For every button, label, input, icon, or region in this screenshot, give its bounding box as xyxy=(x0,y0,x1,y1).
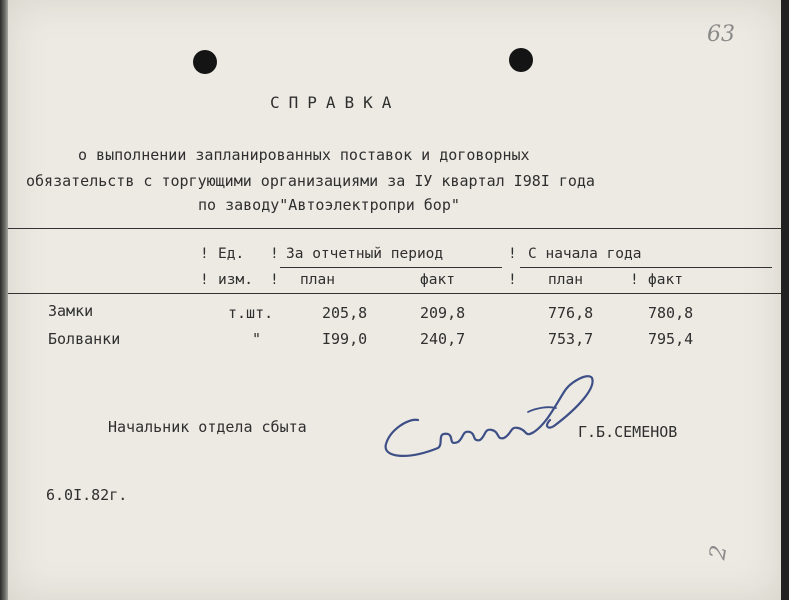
year-header-rule xyxy=(520,267,772,268)
column-separator: ! xyxy=(200,246,209,262)
table-header-rule xyxy=(8,293,781,294)
document-date: 6.0I.82г. xyxy=(46,486,128,504)
document-sheet xyxy=(8,0,781,600)
subtitle-line-2: обязательств с торгующими организациями за IУ квартал I98I года xyxy=(26,172,595,190)
row-2-unit: " xyxy=(252,330,262,348)
row-1-name: Замки xyxy=(48,302,94,320)
header-unit-line2: изм. xyxy=(218,272,253,288)
column-separator: ! xyxy=(508,246,517,262)
header-period: За отчетный период xyxy=(286,246,444,262)
header-year-fact: факт xyxy=(648,272,683,288)
column-separator: ! xyxy=(200,272,209,288)
table-top-rule xyxy=(8,228,781,229)
scan-edge xyxy=(781,0,789,600)
column-separator: ! xyxy=(270,246,279,262)
column-separator: ! xyxy=(508,272,517,288)
page-number: 63 xyxy=(707,22,735,47)
row-1-year-fact: 780,8 xyxy=(648,304,694,322)
header-period-plan: план xyxy=(300,272,335,288)
handwritten-signature xyxy=(378,368,608,468)
header-year-plan: план xyxy=(548,272,583,288)
row-2-period-fact: 240,7 xyxy=(420,330,466,348)
signatory-name: Г.Б.СЕМЕНОВ xyxy=(578,423,678,441)
punch-hole-right xyxy=(509,48,533,72)
column-separator: ! xyxy=(270,272,279,288)
punch-hole-left xyxy=(193,50,217,74)
binding-edge xyxy=(0,0,8,600)
row-2-year-fact: 795,4 xyxy=(648,330,694,348)
row-1-unit: т.шт. xyxy=(228,304,274,322)
row-1-period-plan: 205,8 xyxy=(322,304,368,322)
header-unit-line1: Ед. xyxy=(218,246,245,262)
row-2-name: Болванки xyxy=(48,330,121,348)
signatory-position: Начальник отдела сбыта xyxy=(108,418,307,436)
row-2-year-plan: 753,7 xyxy=(548,330,594,348)
row-2-period-plan: I99,0 xyxy=(322,330,368,348)
bottom-pencil-mark: 2 xyxy=(705,543,733,562)
subtitle-line-3: по заводу"Автоэлектропри бор" xyxy=(198,196,460,214)
header-period-fact: факт xyxy=(420,272,455,288)
header-year: С начала года xyxy=(528,246,642,262)
column-separator: ! xyxy=(630,272,639,288)
row-1-period-fact: 209,8 xyxy=(420,304,466,322)
row-1-year-plan: 776,8 xyxy=(548,304,594,322)
subtitle-line-1: о выполнении запланированных поставок и договорных xyxy=(78,146,530,164)
period-header-rule xyxy=(280,267,502,268)
document-title: СПРАВКА xyxy=(270,93,401,112)
